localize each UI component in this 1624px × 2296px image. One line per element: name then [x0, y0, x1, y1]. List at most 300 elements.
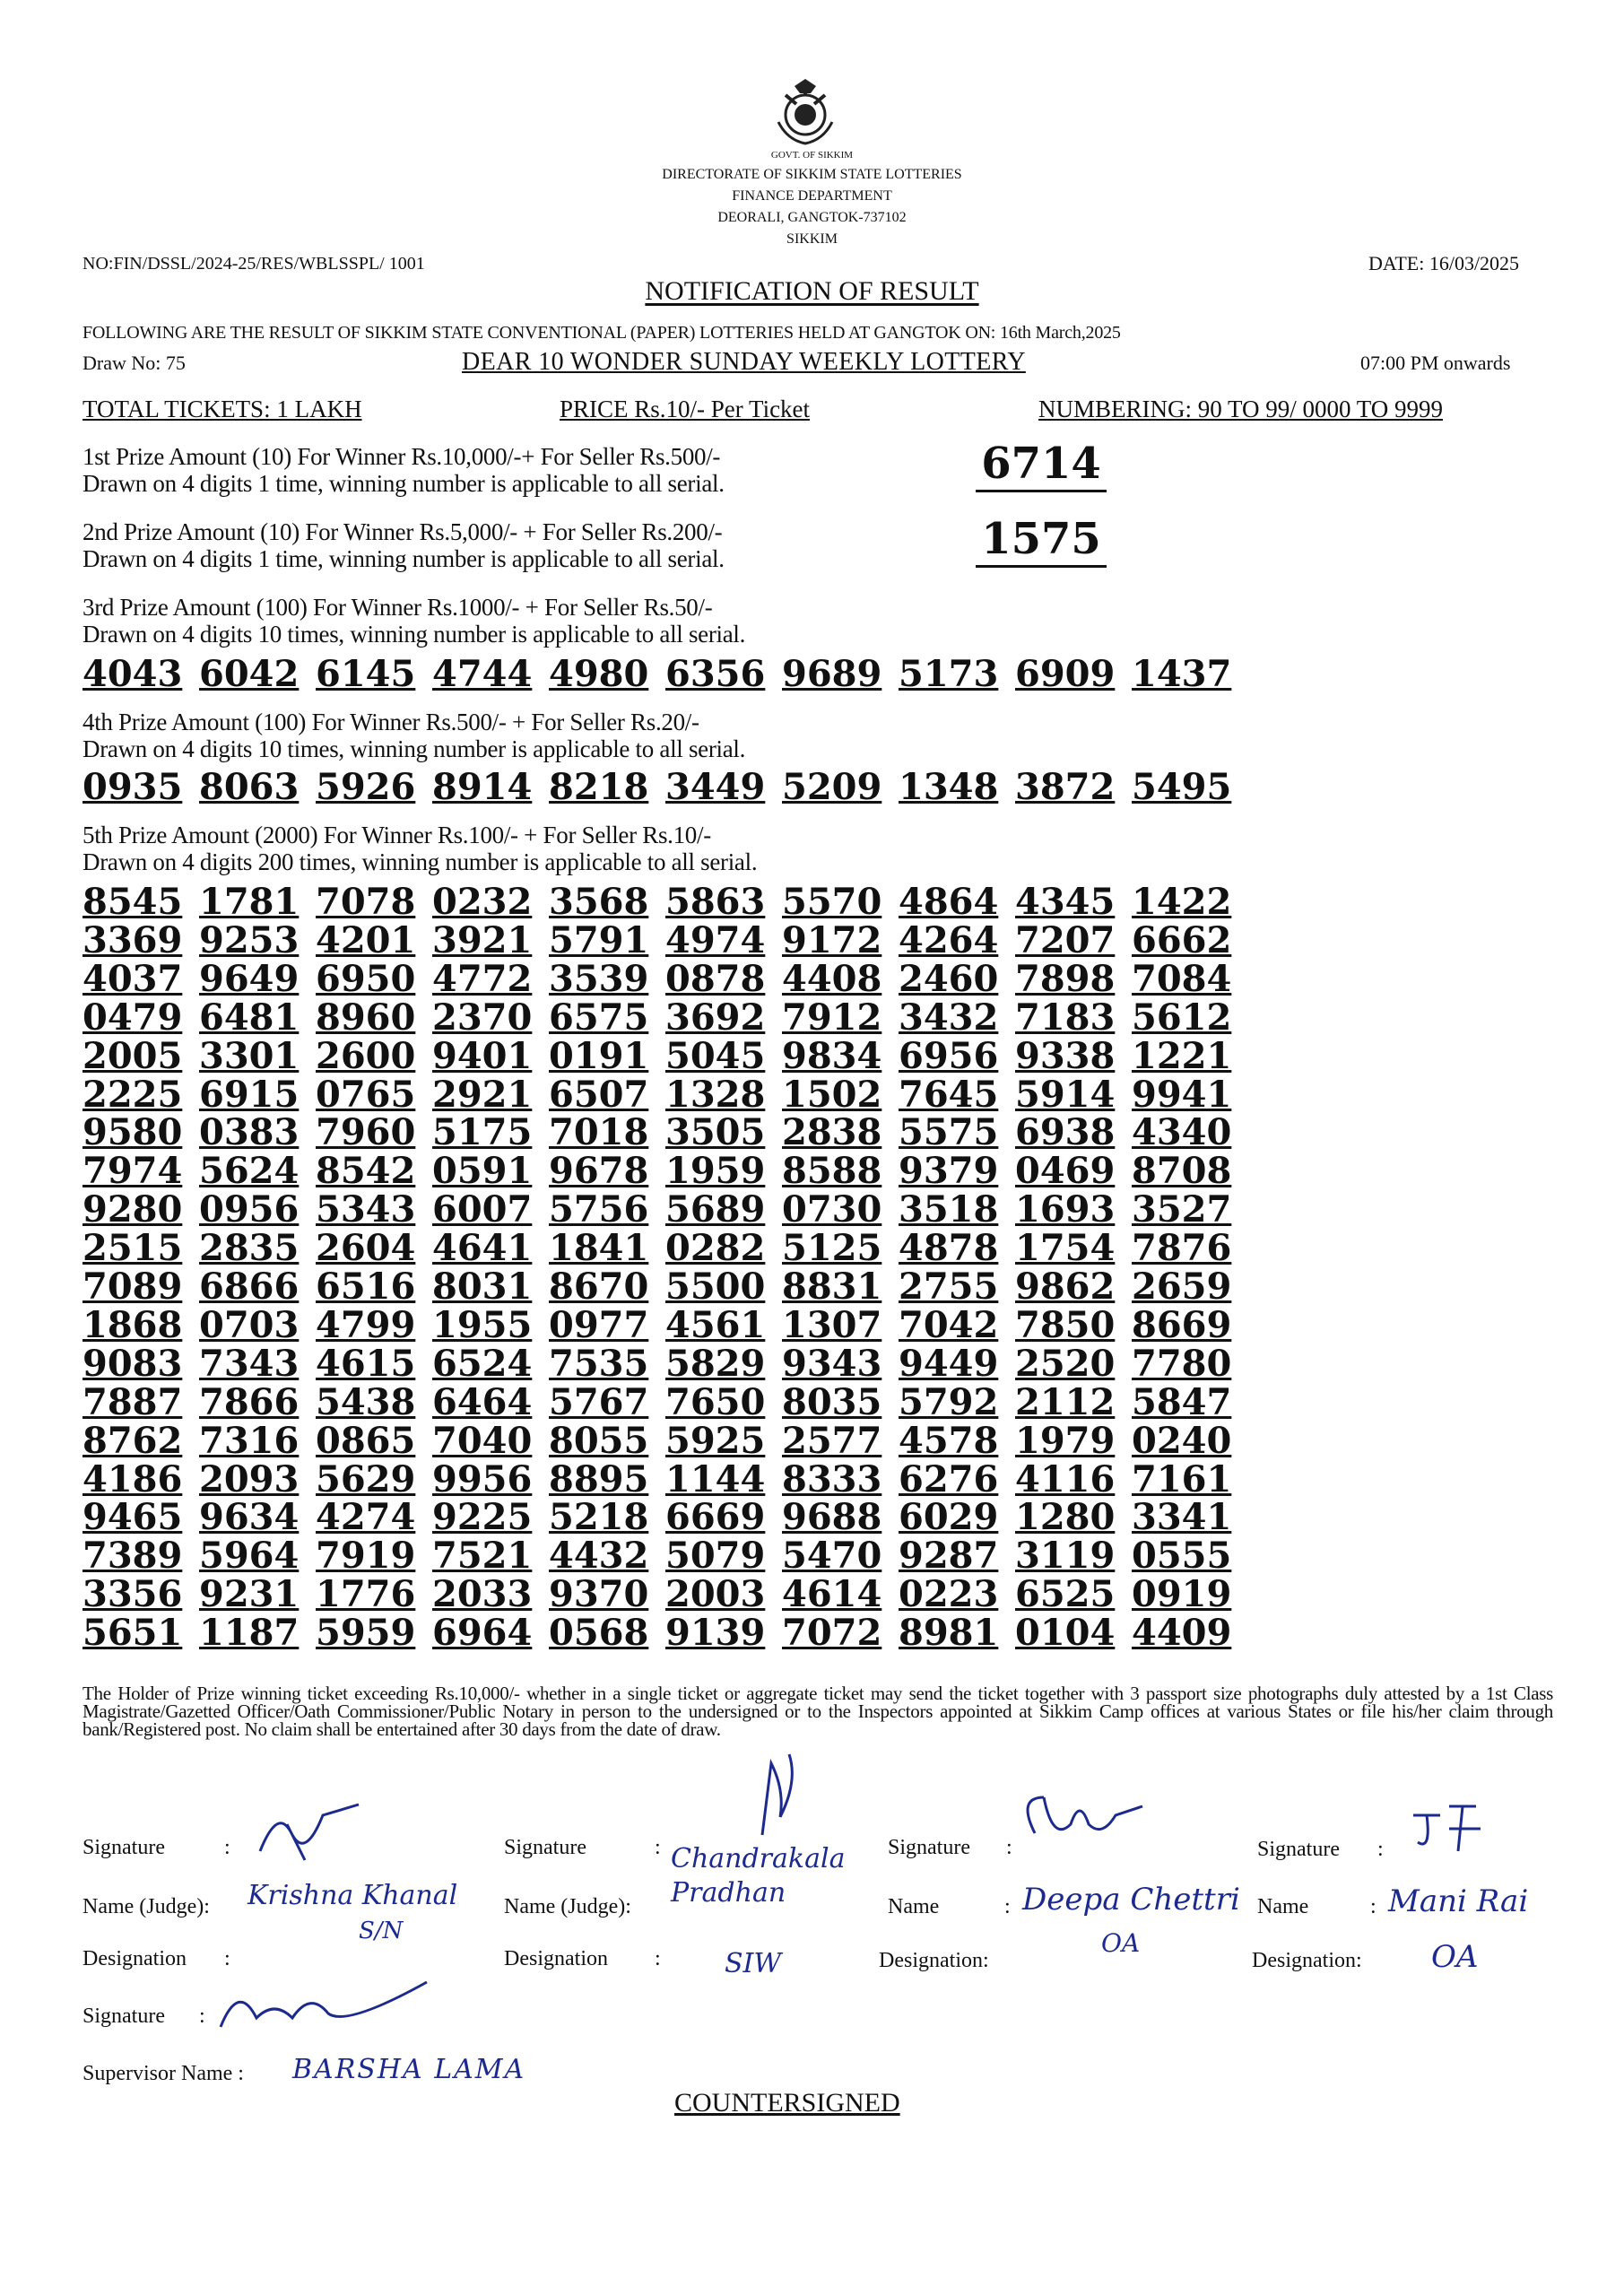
prize5-number: 5767 — [549, 1380, 649, 1423]
prize5-number: 7072 — [782, 1612, 882, 1655]
prize5-number: 3341 — [1132, 1496, 1232, 1539]
prize5-number: 2225 — [83, 1073, 183, 1116]
prize3-number: 6042 — [199, 653, 300, 695]
prize5-number: 7183 — [1015, 996, 1116, 1039]
prize5-row — [83, 1303, 1248, 1346]
prize2-line1: 2nd Prize Amount (10) For Winner Rs.5,000/- + For Seller Rs.200/- — [83, 518, 723, 545]
prize3-number: 9689 — [782, 653, 882, 695]
prize4-number: 5209 — [782, 766, 882, 808]
prize5-number: 2659 — [1132, 1265, 1232, 1308]
prize5-row — [83, 1498, 1248, 1537]
prize5-number: 0730 — [782, 1188, 882, 1231]
prize5-number: 7343 — [199, 1342, 300, 1385]
designation-label-2: Designation — [504, 1947, 608, 1970]
prize4-number: 8914 — [432, 766, 533, 808]
prize5-number: 1328 — [665, 1073, 766, 1116]
prize5-row — [83, 1536, 1248, 1576]
prize4-line2: Drawn on 4 digits 10 times, winning number is applicable to all serial. — [83, 735, 746, 762]
prize5-number: 6964 — [432, 1612, 533, 1655]
prize5-number: 5079 — [665, 1535, 766, 1578]
supervisor-name: BARSHA LAMA — [292, 2054, 526, 2085]
prize5-number: 7780 — [1132, 1342, 1232, 1385]
prize5-number: 6938 — [1015, 1111, 1116, 1154]
prize5-number: 6276 — [899, 1457, 999, 1500]
prize5-number: 4614 — [782, 1573, 882, 1616]
prize5-number: 8981 — [899, 1612, 999, 1655]
prize5-number: 5624 — [199, 1150, 300, 1193]
prize5-number: 9253 — [199, 918, 300, 961]
prize5-number: 5689 — [665, 1188, 766, 1231]
prize5-number: 4264 — [899, 918, 999, 961]
prize5-number: 5438 — [316, 1380, 416, 1423]
document-title: NOTIFICATION OF RESULT — [645, 276, 979, 306]
prize5-row — [83, 1575, 1248, 1614]
prize5-number: 1221 — [1132, 1034, 1232, 1077]
prize5-number: 9172 — [782, 918, 882, 961]
prize4-line1: 4th Prize Amount (100) For Winner Rs.500/- + For Seller Rs.20/- — [83, 709, 699, 735]
prize5-number: 4878 — [899, 1227, 999, 1270]
prize5-number: 8055 — [549, 1419, 649, 1462]
prize3-number: 4980 — [549, 653, 649, 695]
prize5-number: 4578 — [899, 1419, 999, 1462]
prize3-description — [83, 594, 745, 648]
prize5-number: 4345 — [1015, 881, 1116, 923]
prize5-row — [83, 1380, 1248, 1423]
sikkim-emblem-icon — [769, 77, 841, 149]
prize5-number: 5925 — [665, 1419, 766, 1462]
prize5-number: 0977 — [549, 1303, 649, 1346]
prize5-number: 9231 — [199, 1573, 300, 1616]
prize5-number: 3505 — [665, 1111, 766, 1154]
prize5-number: 6669 — [665, 1496, 766, 1539]
prize5-number: 1781 — [199, 881, 300, 923]
prize5-number: 0765 — [316, 1073, 416, 1116]
prize5-number: 5863 — [665, 881, 766, 923]
prize5-number: 0568 — [549, 1612, 649, 1655]
prize5-number: 8960 — [316, 996, 416, 1039]
prize5-number: 8035 — [782, 1380, 882, 1423]
prize4-description — [83, 709, 745, 762]
prize3-number: 6145 — [316, 653, 416, 695]
judge1-designation: S/N — [359, 1918, 404, 1944]
prize4-number: 5495 — [1132, 766, 1232, 808]
judge2-designation: SIW — [725, 1948, 782, 1979]
prize5-number: 5651 — [83, 1612, 183, 1655]
signature-label-5: Signature — [83, 2005, 165, 2028]
prize5-number: 8831 — [782, 1265, 882, 1308]
designation-label-1: Designation — [83, 1947, 187, 1970]
prize5-number: 9634 — [199, 1496, 300, 1539]
prize5-number: 2577 — [782, 1419, 882, 1462]
prize5-number: 2835 — [199, 1227, 300, 1270]
prize5-number: 3119 — [1015, 1535, 1116, 1578]
prize5-row — [83, 998, 1248, 1038]
prize5-row — [83, 1034, 1248, 1077]
prize5-number: 5470 — [782, 1535, 882, 1578]
prize5-number: 5570 — [782, 881, 882, 923]
prize3-line2: Drawn on 4 digits 10 times, winning number is applicable to all serial. — [83, 621, 746, 648]
prize5-number: 9688 — [782, 1496, 882, 1539]
prize5-number: 9401 — [432, 1034, 533, 1077]
prize5-number: 5964 — [199, 1535, 300, 1578]
prize5-number: 5218 — [549, 1496, 649, 1539]
prize5-number: 9280 — [83, 1188, 183, 1231]
prize5-number: 2005 — [83, 1034, 183, 1077]
draw-number: Draw No: 75 — [83, 352, 186, 374]
state-line: SIKKIM — [786, 231, 838, 247]
directorate-line: DIRECTORATE OF SIKKIM STATE LOTTERIES — [662, 167, 962, 182]
prize5-number: 8545 — [83, 881, 183, 923]
prize5-number: 5612 — [1132, 996, 1232, 1039]
prize5-number: 1280 — [1015, 1496, 1116, 1539]
prize5-number: 1955 — [432, 1303, 533, 1346]
prize5-number: 2838 — [782, 1111, 882, 1154]
prize4-number: 0935 — [83, 766, 183, 808]
prize1-number: 6714 — [976, 438, 1107, 492]
prize5-number: 8542 — [316, 1150, 416, 1193]
prize5-number: 8031 — [432, 1265, 533, 1308]
ticket-numbering: NUMBERING: 90 TO 99/ 0000 TO 9999 — [1038, 396, 1444, 422]
prize5-number: 7535 — [549, 1342, 649, 1385]
prize5-number: 0232 — [432, 881, 533, 923]
prize5-number: 5125 — [782, 1227, 882, 1270]
prize3-numbers — [83, 655, 1248, 694]
judge1-name: Krishna Khanal — [248, 1880, 458, 1911]
prize5-number: 0919 — [1132, 1573, 1232, 1616]
prize5-number: 3692 — [665, 996, 766, 1039]
prize5-number: 6950 — [316, 957, 416, 1000]
prize5-number: 0191 — [549, 1034, 649, 1077]
prize2-description — [83, 518, 725, 572]
prize3-line1: 3rd Prize Amount (100) For Winner Rs.1000/- + For Seller Rs.50/- — [83, 594, 713, 621]
prize5-number: 7866 — [199, 1380, 300, 1423]
prize5-number: 7389 — [83, 1535, 183, 1578]
prize4-number: 8063 — [199, 766, 300, 808]
prize5-number: 0469 — [1015, 1150, 1116, 1193]
prize5-number: 3301 — [199, 1034, 300, 1077]
prize5-number: 3921 — [432, 918, 533, 961]
prize5-row — [83, 1457, 1248, 1500]
prize5-number: 7974 — [83, 1150, 183, 1193]
prize5-number: 9139 — [665, 1612, 766, 1655]
prize5-row — [83, 1613, 1248, 1653]
prize5-number: 2921 — [432, 1073, 533, 1116]
prize5-number: 4561 — [665, 1303, 766, 1346]
official4-designation: OA — [1431, 1939, 1479, 1975]
prize5-number: 9580 — [83, 1111, 183, 1154]
prize5-number: 6464 — [432, 1380, 533, 1423]
prize5-row — [83, 1267, 1248, 1307]
prize3-number: 6356 — [665, 653, 766, 695]
result-document: GOVT. OF SIKKIM DIRECTORATE OF SIKKIM STATE LOTTERIES FINANCE DEPARTMENT DEORALI, GANGTOK-737102 SIKKIM NO:FIN/DSSL/2024-25/RES/WBLSSPL/ 1001 DATE: 16/03/2025 NOTIFICATION OF RESULT FOLLOWING ARE THE RESULT OF SIKKIM STATE CONVENTIONAL (PAPER) LOTTERIES HELD AT GANGTOK ON: 16th March,2025 Draw No: 75 DEAR 10 WONDER SUNDAY WEEKLY LOTTERY 07:00 PM onwards TOTAL TICKETS: 1 LAKH PRICE Rs.10/- Per Ticket NUMBERING: 90 TO 99/ 0000 TO 9999 1st Prize Amount (10) For Winner Rs.10,000/-+ For Seller Rs.500/- Drawn on 4 digits 1 time, winning number is applicable to all serial. 6714 2nd Prize Amount (10) For Winner Rs.5,000/- + For Seller Rs.200/- Drawn on 4 digits 1 time, winning number is applicable to all serial. 1575 3rd Prize Amount (100) For Winner Rs.1000/- + For Seller Rs.50/- Drawn on 4 digits 10 times, winning number is applicable to all serial. 4043 6042 6145 4744 4980 6356 9689 5173 6909 1437 4th Prize Amount (100) For Winner Rs.500/- + For Seller Rs.20/- Drawn on 4 digits 10 times, winning number is applicable to all serial. 0935 8063 5926 8914 8218 3449 5209 1348 3872 5495 5th Prize Amount (2000) For Winner Rs.100/- + For Seller Rs.10/- Drawn on 4 digits 200 times, winning number is applicable to all serial. 8545 1781 7078 0232 3568 5863 5570 4864 4345 1422 3369 9253 4201 3921 5791 4974 9172 4264 7207 6662 4037 9649 6950 4772 3539 0878 4408 2460 7898 7084 0479 6481 8960 2370 6575 3692 7912 3432 7183 5612 2005 3301 2600 9401 0191 5045 9834 6956 9338 1221 2225 6915 0765 2921 6507 1328 1502 7645 5914 9941 9580 0383 7960 5175 7018 3505 2838 5575 6938 4340 7974 5624 8542 0591 9678 1959 8588 9379 0469 8708 9280 0956 5343 6007 5756 5689 0730 3518 1693 3527 2515 2835 2604 4641 1841 0282 5125 4878 1754 7876 7089 6866 6516 8031 8670 5500 8831 2755 9862 2659 1868 0703 4799 1955 0977 4561 1307 7042 7850 8669 9083 7343 4615 6524 7535 5829 9343 9449 2520 7780 7887 7866 5438 6464 5767 7650 8035 5792 2112 5847 8762 7316 0865 7040 8055 5925 2577 4578 1979 0240 4186 2093 5629 9956 8895 1144 8333 6276 4116 7161 9465 9634 4274 9225 5218 6669 9688 6029 1280 3341 7389 5964 7919 7521 4432 5079 5470 9287 3119 0555 3356 9231 1776 2033 9370 2003 4614 0223 6525 0919 5651 1187 5959 6964 0568 9139 7072 8981 0104 4409 The Holder of Prize winning ticket exceeding Rs.10,000/- whether in a single ticket or aggregate ticket may send the ticket together with 3 passport size photographs duly attested by a 1st Class Magistrate/Gazetted Officer/Oath Commissioner/Public Notary in person to the undersigned or to the Inspectors appointed at Sikkim Camp offices at various States or file his/her claim through bank/Registered post. No claim shall be entertained after 30 days from the date of draw. Signature Name (Judge): Designation Signature Supervisor Name : Signature Name (Judge): Designation Signature Name Designation: Signature Name Designation: : : : : : : : : : Krishna Khanal S/N Chandrakala Pradhan SIW Deepa Chettri OA Mani Rai OA BARSHA LAMA COUNTERSIGNED — [0, 0, 1624, 2296]
prize5-number: 4186 — [83, 1457, 183, 1500]
prize5-number: 7850 — [1015, 1303, 1116, 1346]
prize5-row — [83, 1075, 1248, 1115]
prize5-number: 8669 — [1132, 1303, 1232, 1346]
prize5-number: 7084 — [1132, 957, 1232, 1000]
prize5-number: 3356 — [83, 1573, 183, 1616]
stray-mark — [744, 1745, 816, 1844]
prize5-number: 2093 — [199, 1457, 300, 1500]
prize5-description — [83, 822, 757, 875]
prize5-number: 1959 — [665, 1150, 766, 1193]
prize2-number: 1575 — [976, 513, 1107, 568]
name-judge-label-2: Name (Judge): — [504, 1895, 631, 1918]
ticket-price: PRICE Rs.10/- Per Ticket — [560, 396, 811, 422]
prize5-number: 6956 — [899, 1034, 999, 1077]
name-label-3: Name — [888, 1895, 940, 1918]
prize5-number: 9649 — [199, 957, 300, 1000]
prize5-number: 5045 — [665, 1034, 766, 1077]
prize5-number: 1422 — [1132, 881, 1232, 923]
prize5-number: 5756 — [549, 1188, 649, 1231]
prize5-number: 4772 — [432, 957, 533, 1000]
official3-designation: OA — [1101, 1928, 1141, 1958]
prize5-number: 7645 — [899, 1073, 999, 1116]
prize5-number: 7207 — [1015, 918, 1116, 961]
prize5-number: 2515 — [83, 1227, 183, 1270]
prize5-row — [83, 883, 1248, 922]
prize5-line1: 5th Prize Amount (2000) For Winner Rs.100/- + For Seller Rs.10/- — [83, 822, 711, 848]
prize5-number: 6662 — [1132, 918, 1232, 961]
prize5-number: 9678 — [549, 1150, 649, 1193]
prize3-number: 6909 — [1015, 653, 1116, 695]
document-date: DATE: 16/03/2025 — [1368, 252, 1520, 274]
prize5-number: 1776 — [316, 1573, 416, 1616]
prize5-number: 4201 — [316, 918, 416, 961]
prize5-number: 8588 — [782, 1150, 882, 1193]
intro-text: FOLLOWING ARE THE RESULT OF SIKKIM STATE CONVENTIONAL (PAPER) LOTTERIES HELD AT GANGTOK ON: 16th March,2025 — [83, 323, 1121, 343]
prize5-number: 9956 — [432, 1457, 533, 1500]
prize5-number: 9862 — [1015, 1265, 1116, 1308]
prize4-number: 5926 — [316, 766, 416, 808]
prize5-number: 7089 — [83, 1265, 183, 1308]
prize5-number: 7316 — [199, 1419, 300, 1462]
signature-label-1: Signature — [83, 1836, 165, 1859]
prize5-row — [83, 1113, 1248, 1152]
prize5-number: 9449 — [899, 1342, 999, 1385]
prize5-number: 1144 — [665, 1457, 766, 1500]
prize5-number: 5959 — [316, 1612, 416, 1655]
prize5-number: 1868 — [83, 1303, 183, 1346]
prize5-number: 8762 — [83, 1419, 183, 1462]
prize3-number: 1437 — [1132, 653, 1232, 695]
prize5-number: 7018 — [549, 1111, 649, 1154]
prize5-number: 2033 — [432, 1573, 533, 1616]
prize5-number: 2600 — [316, 1034, 416, 1077]
prize5-number: 9287 — [899, 1535, 999, 1578]
prize5-number: 5847 — [1132, 1380, 1232, 1423]
prize5-number: 0591 — [432, 1150, 533, 1193]
prize5-number: 2370 — [432, 996, 533, 1039]
prize5-number: 1693 — [1015, 1188, 1116, 1231]
prize5-number: 0555 — [1132, 1535, 1232, 1578]
prize5-number: 4408 — [782, 957, 882, 1000]
govt-label: GOVT. OF SIKKIM — [770, 150, 854, 161]
designation-label-3: Designation: — [879, 1949, 989, 1972]
prize5-number: 0865 — [316, 1419, 416, 1462]
prize5-number: 5175 — [432, 1111, 533, 1154]
prize5-number: 2755 — [899, 1265, 999, 1308]
prize5-number: 4641 — [432, 1227, 533, 1270]
prize5-number: 3518 — [899, 1188, 999, 1231]
prize5-number: 6481 — [199, 996, 300, 1039]
prize5-number: 4409 — [1132, 1612, 1232, 1655]
prize5-number: 6524 — [432, 1342, 533, 1385]
official4-name: Mani Rai — [1388, 1883, 1529, 1919]
prize5-number: 5829 — [665, 1342, 766, 1385]
prize5-number: 7887 — [83, 1380, 183, 1423]
prize5-line2: Drawn on 4 digits 200 times, winning number is applicable to all serial. — [83, 848, 758, 875]
prize5-number: 3432 — [899, 996, 999, 1039]
signature-mark-1 — [251, 1797, 386, 1869]
prize5-number: 7161 — [1132, 1457, 1232, 1500]
prize5-number: 6516 — [316, 1265, 416, 1308]
prize5-number: 4274 — [316, 1496, 416, 1539]
judge2-name: Chandrakala Pradhan — [671, 1843, 846, 1909]
signature-label-3: Signature — [888, 1836, 970, 1859]
prize5-number: 6507 — [549, 1073, 649, 1116]
prize5-number: 0703 — [199, 1303, 300, 1346]
prize5-number: 5792 — [899, 1380, 999, 1423]
prize5-number: 5575 — [899, 1111, 999, 1154]
prize5-number: 1841 — [549, 1227, 649, 1270]
prize5-number: 5343 — [316, 1188, 416, 1231]
prize5-number: 7042 — [899, 1303, 999, 1346]
prize5-number: 4974 — [665, 918, 766, 961]
prize5-number: 4432 — [549, 1535, 649, 1578]
prize5-number: 8708 — [1132, 1150, 1232, 1193]
prize5-row — [83, 1229, 1248, 1268]
prize4-number: 3449 — [665, 766, 766, 808]
prize5-number: 9338 — [1015, 1034, 1116, 1077]
signature-label-4: Signature — [1257, 1838, 1340, 1861]
prize5-number: 4615 — [316, 1342, 416, 1385]
prize5-number: 5791 — [549, 918, 649, 961]
signature-mark-3 — [1017, 1788, 1160, 1851]
prize5-number: 4799 — [316, 1303, 416, 1346]
prize5-number: 7919 — [316, 1535, 416, 1578]
prize2-line2: Drawn on 4 digits 1 time, winning number is applicable to all serial. — [83, 545, 725, 572]
prize5-number: 4864 — [899, 881, 999, 923]
prize5-number: 6007 — [432, 1188, 533, 1231]
countersigned-label: COUNTERSIGNED — [674, 2088, 900, 2118]
prize5-number: 9834 — [782, 1034, 882, 1077]
prize5-number: 3539 — [549, 957, 649, 1000]
prize5-number: 5914 — [1015, 1073, 1116, 1116]
total-tickets: TOTAL TICKETS: 1 LAKH — [83, 396, 362, 422]
prize5-number: 5629 — [316, 1457, 416, 1500]
prize5-number: 9083 — [83, 1342, 183, 1385]
prize5-number: 8895 — [549, 1457, 649, 1500]
prize5-row — [83, 1190, 1248, 1230]
prize5-row — [83, 918, 1248, 961]
prize5-number: 6575 — [549, 996, 649, 1039]
prize5-number: 2003 — [665, 1573, 766, 1616]
prize5-number: 9343 — [782, 1342, 882, 1385]
prize5-number: 9225 — [432, 1496, 533, 1539]
prize5-number: 1502 — [782, 1073, 882, 1116]
prize5-number: 6866 — [199, 1265, 300, 1308]
prize5-number: 0240 — [1132, 1419, 1232, 1462]
prize5-row — [83, 957, 1248, 1000]
prize5-number: 0282 — [665, 1227, 766, 1270]
prize5-number: 7040 — [432, 1419, 533, 1462]
prize5-number: 1307 — [782, 1303, 882, 1346]
signature-mark-4 — [1404, 1797, 1494, 1860]
prize5-number: 2604 — [316, 1227, 416, 1270]
prize1-description — [83, 443, 725, 497]
prize5-number: 1979 — [1015, 1419, 1116, 1462]
prize4-number: 3872 — [1015, 766, 1116, 808]
prize5-number: 7650 — [665, 1380, 766, 1423]
prize5-number: 8333 — [782, 1457, 882, 1500]
prize3-number: 4043 — [83, 653, 183, 695]
prize5-number: 9465 — [83, 1496, 183, 1539]
prize5-number: 4116 — [1015, 1457, 1116, 1500]
prize4-number: 8218 — [549, 766, 649, 808]
reference-number: NO:FIN/DSSL/2024-25/RES/WBLSSPL/ 1001 — [83, 254, 425, 274]
prize5-number: 8670 — [549, 1265, 649, 1308]
prize5-number: 9941 — [1132, 1073, 1232, 1116]
prize5-row — [83, 1419, 1248, 1462]
lottery-name: DEAR 10 WONDER SUNDAY WEEKLY LOTTERY — [462, 348, 1026, 376]
prize5-number: 3369 — [83, 918, 183, 961]
name-judge-label-1: Name (Judge): — [83, 1895, 210, 1918]
prize5-number: 6525 — [1015, 1573, 1116, 1616]
prize5-number: 0223 — [899, 1573, 999, 1616]
prize5-number: 2112 — [1015, 1380, 1116, 1423]
supervisor-name-label: Supervisor Name : — [83, 2062, 244, 2085]
prize5-number: 3568 — [549, 881, 649, 923]
prize5-number: 7898 — [1015, 957, 1116, 1000]
prize3-number: 5173 — [899, 653, 999, 695]
prize1-line2: Drawn on 4 digits 1 time, winning number is applicable to all serial. — [83, 470, 725, 497]
prize4-numbers — [83, 768, 1248, 807]
name-label-4: Name — [1257, 1895, 1309, 1918]
designation-label-4: Designation: — [1252, 1949, 1362, 1972]
prize5-number: 1754 — [1015, 1227, 1116, 1270]
prize5-number: 7521 — [432, 1535, 533, 1578]
prize5-number: 2520 — [1015, 1342, 1116, 1385]
prize5-number: 7078 — [316, 881, 416, 923]
prize5-number: 7912 — [782, 996, 882, 1039]
department-line: FINANCE DEPARTMENT — [732, 188, 892, 204]
prize5-number: 4340 — [1132, 1111, 1232, 1154]
prize5-row — [83, 1344, 1248, 1384]
prize5-number: 0104 — [1015, 1612, 1116, 1655]
prize5-number: 7876 — [1132, 1227, 1232, 1270]
prize5-number: 0878 — [665, 957, 766, 1000]
prize5-number: 6029 — [899, 1496, 999, 1539]
prize5-number: 9379 — [899, 1150, 999, 1193]
prize5-number: 0479 — [83, 996, 183, 1039]
signature-label-2: Signature — [504, 1836, 586, 1859]
claim-instructions: The Holder of Prize winning ticket exceeding Rs.10,000/- whether in a single ticket or aggregate ticket may send the ticket together with 3 passport size photographs duly attested by a 1st Class Magistrate/Gazetted Officer/Oath Commissioner/Public Notary in person to the undersigned or to the Inspectors appointed at Sikkim Camp offices at various States or file his/her claim through bank/Registered post. No claim shall be entertained after 30 days from the date of draw. — [83, 1683, 1553, 1740]
prize4-number: 1348 — [899, 766, 999, 808]
prize1-line1: 1st Prize Amount (10) For Winner Rs.10,000/-+ For Seller Rs.500/- — [83, 443, 721, 470]
signature-mark-5 — [212, 1973, 445, 2045]
prize3-number: 4744 — [432, 653, 533, 695]
prize5-number: 1187 — [199, 1612, 300, 1655]
official3-name: Deepa Chettri — [1022, 1882, 1240, 1918]
prize5-number: 9370 — [549, 1573, 649, 1616]
prize5-number: 3527 — [1132, 1188, 1232, 1231]
prize5-number: 2460 — [899, 957, 999, 1000]
prize5-number: 0956 — [199, 1188, 300, 1231]
prize5-number: 6915 — [199, 1073, 300, 1116]
address-line: DEORALI, GANGTOK-737102 — [717, 210, 907, 225]
